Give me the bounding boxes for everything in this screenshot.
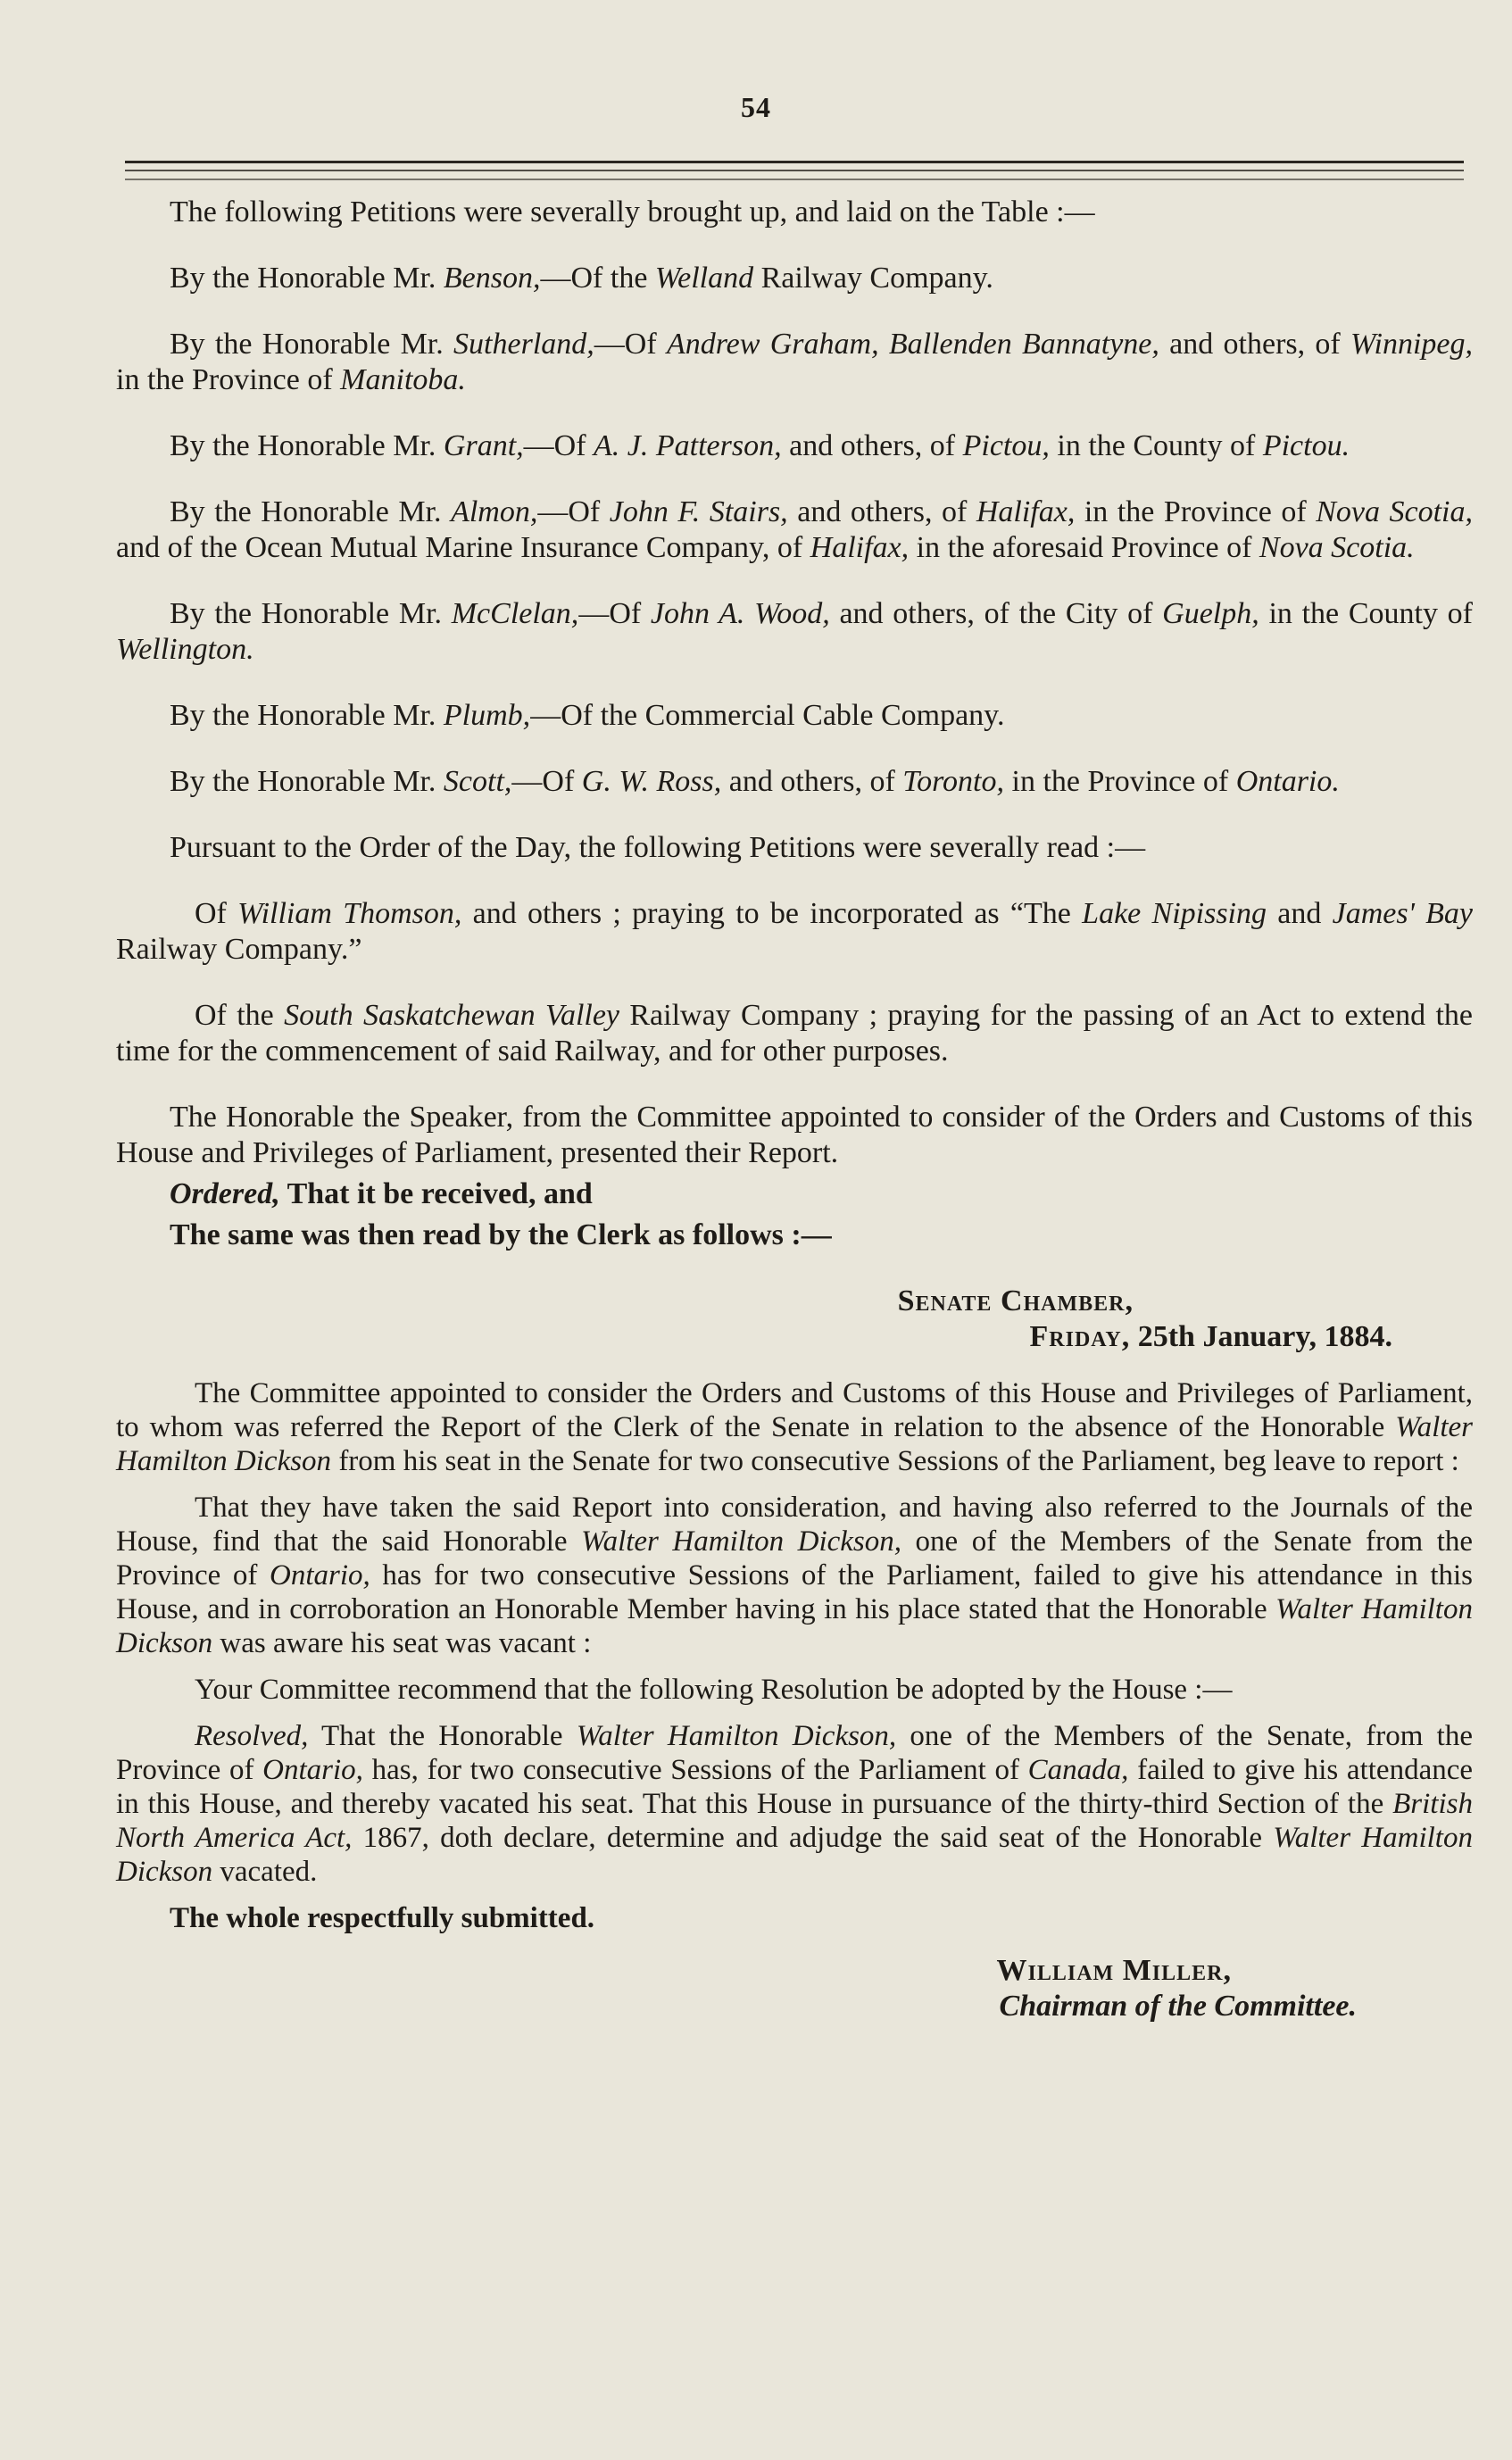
italic-name: Resolved, bbox=[195, 1720, 309, 1752]
italic-name: Welland bbox=[654, 262, 754, 295]
resolution-paragraph bbox=[116, 1719, 1473, 1889]
italic-name: Walter Hamilton Dickson bbox=[116, 1411, 1473, 1477]
header-rule bbox=[125, 170, 1464, 171]
italic-name: South Saskatchewan Valley bbox=[284, 999, 620, 1032]
italic-name: British North America Act, bbox=[116, 1788, 1473, 1854]
italic-name: Walter Hamilton Dickson bbox=[116, 1593, 1473, 1659]
report-heading bbox=[116, 1284, 1473, 1355]
italic-name: Nova Scotia, bbox=[1316, 495, 1473, 528]
italic-name: Pictou, bbox=[962, 429, 1050, 462]
italic-name: A. J. Patterson, bbox=[594, 429, 782, 462]
italic-name: Guelph, bbox=[1162, 597, 1259, 630]
petition-read-saskatchewan bbox=[116, 998, 1473, 1069]
text-run: failed to give his attendance in this House, and thereby vacated his seat. That this House in pursuance of the thirty-third Section of the bbox=[116, 1754, 1474, 1820]
italic-name: Plumb, bbox=[443, 699, 531, 732]
italic-name: Walter Hamilton Dickson, bbox=[576, 1720, 897, 1752]
signatory-name: William Miller, bbox=[996, 1954, 1232, 1987]
text-run: Railway Company.” bbox=[116, 933, 362, 966]
text-run: Of bbox=[195, 897, 238, 930]
italic-name: Ontario. bbox=[1235, 765, 1340, 798]
signatory-title: Chairman of the Committee. bbox=[999, 1990, 1357, 2023]
petition-read-thomson bbox=[116, 896, 1473, 968]
italic-name: Ordered, bbox=[170, 1177, 280, 1210]
italic-name: Grant, bbox=[443, 429, 524, 462]
speaker-report: The Honorable the Speaker, from the Committee appointed to consider of the Orders and Customs of this House and Privileges of Parliament, presented their Report. bbox=[116, 1101, 1473, 1169]
report-paragraph bbox=[116, 1376, 1473, 1478]
italic-name: Canada, bbox=[1027, 1754, 1129, 1786]
text-run: and bbox=[1267, 897, 1333, 930]
report-date-day: Friday, bbox=[1029, 1320, 1131, 1353]
text-run: and others, of bbox=[781, 429, 963, 462]
italic-name: James' Bay bbox=[1332, 897, 1473, 930]
italic-name: Nova Scotia. bbox=[1259, 531, 1415, 564]
petition-scott bbox=[116, 764, 1473, 800]
report-location: Senate Chamber, bbox=[897, 1284, 1134, 1317]
italic-name: McClelan, bbox=[451, 597, 579, 630]
italic-name: Walter Hamilton Dickson bbox=[116, 1822, 1473, 1888]
text-run: and others, of bbox=[721, 765, 903, 798]
text-run: By the Honorable Mr. bbox=[170, 699, 444, 732]
text-run: 1867, doth declare, determine and adjudge the said seat of the Honorable bbox=[352, 1822, 1274, 1854]
italic-name: G. W. Ross, bbox=[581, 765, 722, 798]
text-run: in the Province of bbox=[1075, 495, 1317, 528]
text-run: one of the Members of the Senate, from the Province of bbox=[116, 1720, 1473, 1786]
italic-name: Sutherland, bbox=[453, 328, 594, 361]
italic-name: Scott, bbox=[443, 765, 512, 798]
italic-name: Toronto, bbox=[902, 765, 1005, 798]
text-run: By the Honorable Mr. bbox=[170, 597, 452, 630]
journal-body bbox=[116, 195, 1473, 2024]
text-run: one of the Members of the Senate from the Province of bbox=[116, 1525, 1474, 1592]
header-rule bbox=[125, 179, 1464, 180]
text-run: has, for two consecutive Sessions of the Parliament of bbox=[362, 1754, 1028, 1786]
petition-benson bbox=[116, 261, 1473, 296]
text-run: in the County of bbox=[1259, 597, 1473, 630]
text-run: —Of bbox=[537, 495, 610, 528]
text-run: That they have taken the said Report into consideration, and having also referred to the Journals of the House, find that the said Honorable bbox=[116, 1492, 1473, 1558]
text-run: By the Honorable Mr. bbox=[170, 328, 454, 361]
petition-almon bbox=[116, 494, 1473, 566]
text-run: Of the bbox=[195, 999, 285, 1032]
italic-name: Walter Hamilton Dickson, bbox=[581, 1525, 901, 1558]
italic-name: Lake Nipissing bbox=[1082, 897, 1267, 930]
report-paragraph: Your Committee recommend that the following Resolution be adopted by the House :— bbox=[195, 1674, 1233, 1706]
text-run: was aware his seat was vacant : bbox=[212, 1627, 592, 1659]
text-run: That it be received, and bbox=[279, 1177, 593, 1210]
committee-report bbox=[116, 1376, 1473, 1935]
same-read: The same was then read by the Clerk as follows :— bbox=[170, 1218, 832, 1251]
text-run: has for two consecutive Sessions of the Parliament, failed to give his attendance in this House, and in corroboration an Honorable Member having in his place stated that the Honorable bbox=[116, 1559, 1473, 1625]
text-run: and others, of the City of bbox=[829, 597, 1163, 630]
text-run: —Of bbox=[594, 328, 667, 361]
text-run: Railway Company. bbox=[753, 262, 993, 295]
text-run: and others, of bbox=[1159, 328, 1351, 361]
closing-line: The whole respectfully submitted. bbox=[170, 1902, 595, 1934]
pursuant-order: Pursuant to the Order of the Day, the following Petitions were severally read :— bbox=[170, 831, 1146, 864]
text-run: in the aforesaid Province of bbox=[909, 531, 1259, 564]
petition-mcclelan bbox=[116, 596, 1473, 668]
text-run: —Of bbox=[511, 765, 582, 798]
italic-name: Benson, bbox=[443, 262, 541, 295]
text-run: in the County of bbox=[1049, 429, 1263, 462]
italic-name: Ontario, bbox=[270, 1559, 370, 1592]
italic-name: John A. Wood, bbox=[650, 597, 830, 630]
text-run: and others, of bbox=[787, 495, 976, 528]
text-run: By the Honorable Mr. bbox=[170, 262, 444, 295]
header-rule bbox=[125, 161, 1464, 163]
text-run: By the Honorable Mr. bbox=[170, 495, 452, 528]
italic-name: William Thomson, bbox=[237, 897, 462, 930]
text-run: and of the Ocean Mutual Marine Insurance Company, of bbox=[116, 531, 810, 564]
text-run: —Of bbox=[578, 597, 651, 630]
text-run: and others ; praying to be incorporated as “The bbox=[461, 897, 1083, 930]
petition-plumb bbox=[116, 698, 1473, 734]
page-number: 54 bbox=[741, 91, 771, 123]
italic-name: Manitoba. bbox=[340, 363, 466, 396]
italic-name: Halifax, bbox=[976, 495, 1076, 528]
petition-grant bbox=[116, 428, 1473, 464]
petition-sutherland bbox=[116, 327, 1473, 398]
text-run: By the Honorable Mr. bbox=[170, 765, 444, 798]
text-run: By the Honorable Mr. bbox=[170, 429, 444, 462]
text-run: in the Province of bbox=[1004, 765, 1236, 798]
italic-name: Pictou. bbox=[1262, 429, 1350, 462]
text-run: in the Province of bbox=[116, 363, 341, 396]
text-run: —Of bbox=[523, 429, 594, 462]
text-run: —Of the bbox=[540, 262, 655, 295]
text-run: The Committee appointed to consider the Orders and Customs of this House and Privileges of Parliament, to whom was referred the Report of the Clerk of the Senate in relation to the absence of the Honorable bbox=[116, 1377, 1473, 1443]
ordered-received bbox=[116, 1176, 1473, 1212]
report-paragraph bbox=[116, 1491, 1473, 1660]
italic-name: John F. Stairs, bbox=[609, 495, 788, 528]
petitions-intro: The following Petitions were severally brought up, and laid on the Table :— bbox=[170, 195, 1095, 229]
text-run: vacated. bbox=[212, 1856, 318, 1888]
italic-name: Wellington. bbox=[116, 633, 254, 666]
report-date-rest: 25th January, 1884. bbox=[1130, 1320, 1392, 1353]
text-run: —Of the Commercial Cable Company. bbox=[530, 699, 1005, 732]
report-date bbox=[116, 1319, 1473, 1355]
text-run: Railway Company ; praying for the passing of an Act to extend the time for the commencement of said Railway, and for other purposes. bbox=[116, 999, 1473, 1068]
italic-name: Almon, bbox=[451, 495, 538, 528]
italic-name: Halifax, bbox=[810, 531, 910, 564]
text-run: That the Honorable bbox=[308, 1720, 577, 1752]
italic-name: Andrew Graham, Ballenden Bannatyne, bbox=[666, 328, 1159, 361]
italic-name: Ontario, bbox=[262, 1754, 363, 1786]
signature-block bbox=[116, 1953, 1473, 2024]
italic-name: Winnipeg, bbox=[1350, 328, 1473, 361]
text-run: from his seat in the Senate for two consecutive Sessions of the Parliament, beg leave to report : bbox=[331, 1445, 1459, 1477]
